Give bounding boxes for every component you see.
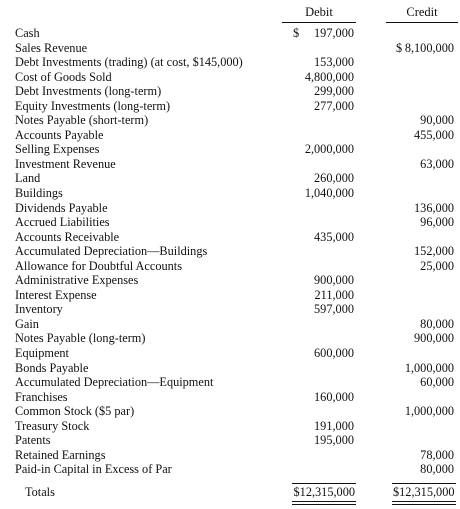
account-name: Accumulated Depreciation—Buildings: [15, 244, 208, 259]
credit-amount: 152,000: [414, 244, 454, 259]
account-name: Paid-in Capital in Excess of Par: [15, 462, 172, 477]
account-row: [0, 186, 460, 201]
debit-amount: 260,000: [314, 171, 354, 186]
account-row: [0, 331, 460, 346]
account-name: Accumulated Depreciation—Equipment: [15, 375, 214, 390]
account-row: [0, 404, 460, 419]
account-row: [0, 26, 460, 41]
account-row: [0, 244, 460, 259]
account-row: [0, 84, 460, 99]
debit-amount: 900,000: [314, 273, 354, 288]
debit-amount: 435,000: [314, 229, 354, 244]
account-name: Allowance for Doubtful Accounts: [15, 258, 182, 273]
account-name: Debt Investments (trading) (at cost, $145,000): [15, 55, 243, 70]
debit-double-underline: [292, 501, 356, 505]
account-name: Selling Expenses: [15, 142, 100, 157]
credit-amount: 900,000: [414, 331, 454, 346]
debit-amount: 1,040,000: [304, 186, 354, 201]
account-name: Gain: [15, 316, 39, 331]
credit-amount: 455,000: [414, 127, 454, 142]
totals-debit: $12,315,000: [293, 485, 355, 499]
account-row: [0, 302, 460, 317]
account-name: Sales Revenue: [15, 40, 88, 55]
account-rows: [0, 26, 460, 477]
account-name: Interest Expense: [15, 287, 97, 302]
account-name: Accounts Receivable: [15, 229, 120, 244]
totals-row: [0, 484, 460, 500]
account-name: Equity Investments (long-term): [15, 98, 171, 113]
debit-amount: 597,000: [314, 302, 354, 317]
debit-amount: 2,000,000: [304, 142, 354, 157]
account-name: Accounts Payable: [15, 127, 104, 142]
debit-amount: 600,000: [314, 346, 354, 361]
debit-amount: 195,000: [314, 433, 354, 448]
debit-amount: 211,000: [314, 287, 354, 302]
account-name: Cash: [15, 26, 40, 40]
account-row: [0, 317, 460, 332]
account-row: [0, 215, 460, 230]
account-name: Bonds Payable: [15, 360, 89, 375]
credit-amount: 78,000: [420, 447, 454, 462]
debit-amount: 197,000: [314, 26, 354, 40]
account-row: [0, 273, 460, 288]
account-name: Treasury Stock: [15, 418, 90, 433]
account-name: Franchises: [15, 389, 68, 404]
account-row: [0, 128, 460, 143]
account-row: [0, 361, 460, 376]
account-name: Dividends Payable: [15, 200, 108, 215]
account-row: [0, 259, 460, 274]
account-row: [0, 433, 460, 448]
debit-amount: 4,800,000: [304, 69, 354, 84]
totals-label: Totals: [25, 485, 55, 499]
credit-amount: 80,000: [420, 462, 454, 477]
account-row: [0, 419, 460, 434]
credit-amount: 90,000: [420, 113, 454, 128]
account-name: Equipment: [15, 346, 69, 361]
account-name: Cost of Goods Sold: [15, 69, 112, 84]
account-row: [0, 448, 460, 463]
credit-amount: 8,100,000: [404, 40, 454, 55]
account-row: [0, 55, 460, 70]
account-row: [0, 171, 460, 186]
account-row: [0, 142, 460, 157]
debit-amount: 277,000: [314, 98, 354, 113]
account-row: [0, 390, 460, 405]
credit-amount: 96,000: [420, 215, 454, 230]
account-name: Land: [15, 171, 41, 186]
account-row: [0, 201, 460, 216]
account-name: Retained Earnings: [15, 447, 106, 462]
account-name: Investment Revenue: [15, 156, 116, 171]
credit-double-underline: [392, 501, 456, 505]
credit-amount: 80,000: [420, 316, 454, 331]
credit-currency-symbol: $: [396, 40, 403, 55]
debit-amount: 160,000: [314, 389, 354, 404]
account-row: [0, 230, 460, 245]
credit-amount: 1,000,000: [404, 360, 454, 375]
account-name: Debt Investments (long-term): [15, 84, 162, 99]
account-row: [0, 70, 460, 85]
account-name: Common Stock ($5 par): [15, 404, 135, 419]
debit-amount: 153,000: [314, 55, 354, 70]
debit-column-header: Debit: [282, 5, 356, 23]
credit-amount: 1,000,000: [404, 404, 454, 419]
account-name: Buildings: [15, 186, 63, 201]
debit-amount: 191,000: [314, 418, 354, 433]
credit-amount: 25,000: [420, 258, 454, 273]
account-row: [0, 157, 460, 172]
account-row: [0, 99, 460, 114]
account-name: Administrative Expenses: [15, 273, 139, 288]
account-name: Patents: [15, 433, 51, 448]
debit-amount: 299,000: [314, 84, 354, 99]
account-row: [0, 462, 460, 477]
credit-amount: 136,000: [414, 200, 454, 215]
account-row: [0, 41, 460, 56]
account-row: [0, 375, 460, 390]
credit-amount: 63,000: [420, 156, 454, 171]
account-name: Inventory: [15, 302, 63, 317]
account-name: Notes Payable (long-term): [15, 331, 146, 346]
credit-amount: 60,000: [420, 375, 454, 390]
credit-column-header: Credit: [386, 5, 458, 23]
account-row: [0, 288, 460, 303]
account-name: Accrued Liabilities: [15, 215, 110, 230]
totals-credit: $12,315,000: [393, 485, 455, 499]
debit-currency-symbol: $: [293, 26, 300, 40]
account-row: [0, 113, 460, 128]
account-row: [0, 346, 460, 361]
account-name: Notes Payable (short-term): [15, 113, 149, 128]
